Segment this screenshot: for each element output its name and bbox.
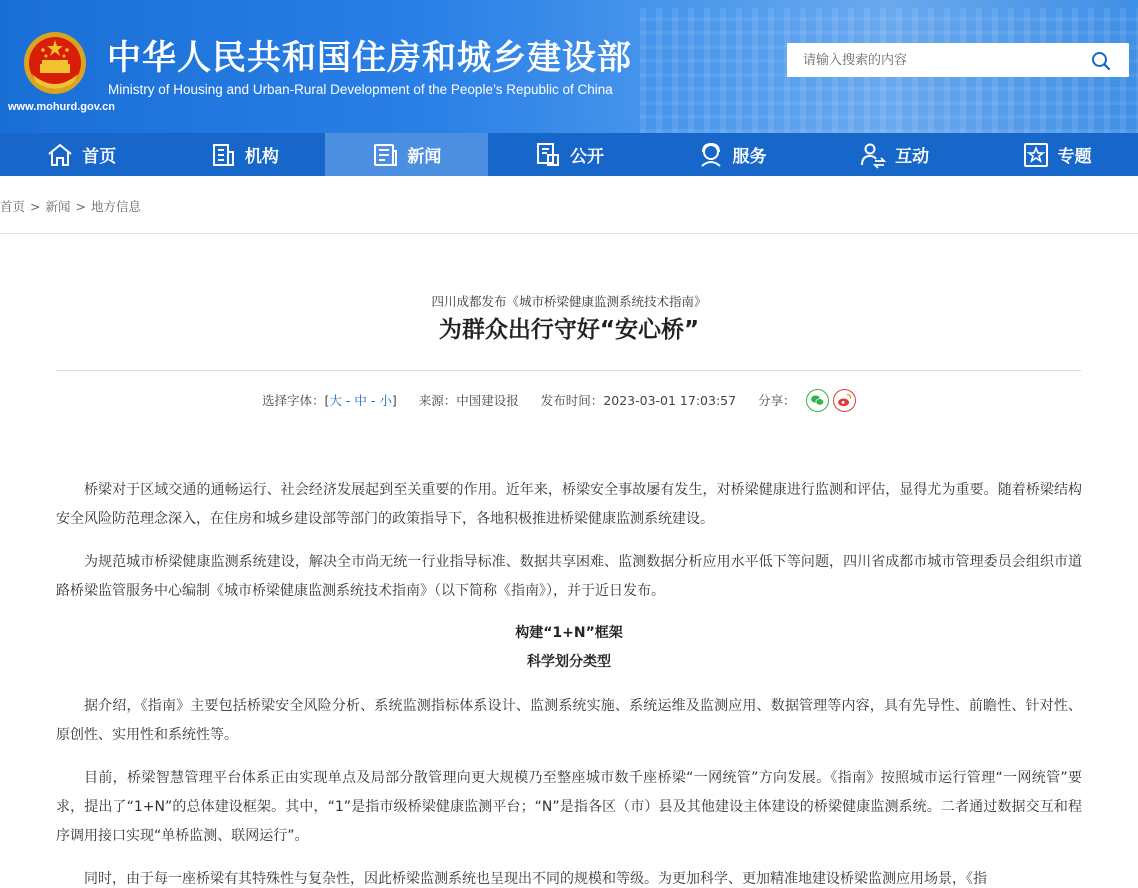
section-heading-line-2: 科学划分类型 [527,654,611,670]
service-icon [697,141,725,169]
article-section-heading [56,619,1082,677]
article-paragraph: 同时，由于每一座桥梁有其特殊性与复杂性，因此桥梁监测系统也呈现出不同的规模和等级。为更加科学、更加精准地建设桥梁监测应用场景，《指 [84,871,987,887]
nav-label-news: 新闻 [407,147,442,167]
article-title: 为群众出行守好“安心桥” [438,317,700,343]
breadcrumb-home[interactable]: 首页 [0,199,26,214]
wechat-share-icon[interactable] [806,389,829,412]
nav-item-news[interactable] [325,133,488,176]
nav-label-interaction: 互动 [895,147,930,167]
search-box [787,43,1129,77]
breadcrumb-local-info[interactable]: 地方信息 [91,199,142,214]
font-size-small[interactable]: 小 [379,393,392,408]
breadcrumb-divider [0,233,1138,234]
section-heading-line-1: 构建“1+N”框架 [515,625,623,641]
font-size-large[interactable]: 大 [329,393,342,408]
font-size-selector [262,391,397,409]
nav-label-topics: 专题 [1057,147,1092,167]
nav-label-home: 首页 [82,147,117,167]
article-paragraph: 桥梁对于区域交通的通畅运行、社会经济发展起到至关重要的作用。近年来，桥梁安全事故屡有发生，对桥梁健康进行监测和评估，显得尤为重要。随着桥梁结构安全风险防范理念深入，在住房和城乡建设部等部门的政策指导下，各地积极推进桥梁健康监测系统建设。 [56,482,1082,527]
font-size-medium[interactable]: 中 [354,393,367,408]
article-divider [56,370,1081,371]
main-nav [0,133,1138,176]
site-url: www.mohurd.gov.cn [8,101,115,113]
site-header [0,0,1138,133]
nav-label-service: 服务 [732,147,767,167]
nav-label-organization: 机构 [244,147,279,167]
breadcrumb-separator: > [75,199,86,214]
nav-item-service[interactable] [650,133,813,176]
source-value: 中国建设报 [456,393,519,408]
news-icon [371,141,399,169]
nav-item-interaction[interactable] [813,133,976,176]
site-subtitle: Ministry of Housing and Urban-Rural Development of the People’s Republic of China [108,82,613,97]
font-size-sep: - [366,393,380,408]
nav-item-organization[interactable] [163,133,326,176]
national-emblem-icon[interactable] [22,30,88,96]
time-label: 发布时间： [540,393,604,408]
breadcrumb-separator: > [30,199,41,214]
star-icon [1022,141,1050,169]
article-subtitle: 四川成都发布《城市桥梁健康监测系统技术指南》 [431,294,707,309]
article-paragraph: 据介绍，《指南》主要包括桥梁安全风险分析、系统监测指标体系设计、监测系统实施、系统运维及监测应用、数据管理等内容，具有先导性、前瞻性、针对性、原创性、实用性和系统性等。 [56,698,1082,743]
nav-item-home[interactable] [0,133,163,176]
nav-item-topics[interactable] [975,133,1138,176]
search-input[interactable] [787,44,1077,76]
font-size-end: ] [391,393,397,408]
article-meta [262,388,856,412]
font-size-label: 选择字体：[ [262,393,330,408]
source-label: 来源： [418,393,457,408]
nav-label-public: 公开 [569,147,604,167]
font-size-sep: - [341,393,355,408]
document-icon [534,141,562,169]
nav-item-public[interactable] [488,133,651,176]
building-icon [209,141,237,169]
breadcrumb [0,197,141,215]
share-label: 分享： [758,393,796,408]
weibo-share-icon[interactable] [833,389,856,412]
article-content [56,476,1082,888]
search-icon[interactable] [1091,51,1111,71]
home-icon [46,141,74,169]
breadcrumb-news[interactable]: 新闻 [45,199,71,214]
interaction-icon [859,141,887,169]
site-title[interactable]: 中华人民共和国住房和城乡建设部 [107,38,632,78]
article-paragraph: 目前，桥梁智慧管理平台体系正由实现单点及局部分散管理向更大规模乃至整座城市数千座桥梁“一网统管”方向发展。《指南》按照城市运行管理“一网统管”要求，提出了“1+N”的总体建设框架。其中，“1”是指市级桥梁健康监测平台；“N”是指各区（市）县及其他建设主体建设的桥梁健康监测系统。二者通过数据交互和程序调用接口实现“单桥监测、联网运行”。 [56,770,1082,844]
publish-time: 2023-03-01 17:03:57 [603,392,737,408]
article-paragraph: 为规范城市桥梁健康监测系统建设，解决全市尚无统一行业指导标准、数据共享困难、监测数据分析应用水平低下等问题，四川省成都市城市管理委员会组织市道路桥梁监管服务中心编制《城市桥梁健康监测系统技术指南》（以下简称《指南》），并于近日发布。 [56,554,1082,599]
